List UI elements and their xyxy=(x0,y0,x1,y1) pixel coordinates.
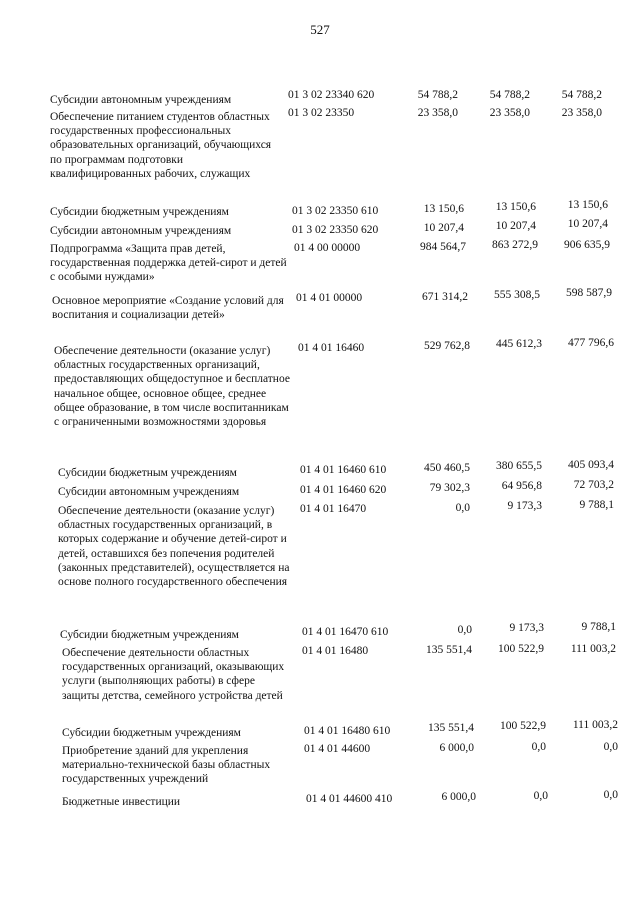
row-value-3: 72 703,2 xyxy=(573,479,614,491)
row-value-2: 100 522,9 xyxy=(500,720,546,732)
row-value-1: 6 000,0 xyxy=(439,742,474,754)
row-name: Субсидии автономным учреждениям xyxy=(58,486,240,498)
row-value-3: 9 788,1 xyxy=(581,621,616,633)
row-value-2: 100 522,9 xyxy=(498,643,544,655)
row-value-3: 54 788,2 xyxy=(561,89,602,101)
row-name: Субсидии автономным учреждениям xyxy=(50,225,232,237)
row-name: Обеспечение деятельности (оказание услуг) областных государственных организаций, в которых содержание и обучение детей-сирот и детей, оставшихся без попечения родителей (законных представителей), осуществляется на основе полного государственного обеспечения xyxy=(58,505,290,589)
row-value-2: 9 173,3 xyxy=(507,500,542,512)
row-code: 01 4 01 44600 410 xyxy=(306,793,393,805)
row-value-1: 0,0 xyxy=(455,502,470,514)
row-code: 01 4 01 00000 xyxy=(296,292,363,304)
row-name: Субсидии автономным учреждениям xyxy=(50,94,232,106)
row-value-2: 555 308,5 xyxy=(494,289,540,301)
row-value-3: 906 635,9 xyxy=(564,239,610,251)
row-code: 01 3 02 23340 620 xyxy=(288,89,375,101)
row-value-2: 380 655,5 xyxy=(496,460,542,472)
row-code: 01 4 01 16460 xyxy=(298,342,365,354)
row-code: 01 4 01 44600 xyxy=(304,743,371,755)
row-name: Субсидии бюджетным учреждениям xyxy=(58,467,237,479)
row-value-1: 54 788,2 xyxy=(417,89,458,101)
row-name: Обеспечение деятельности областных государственных организаций, оказывающих услуги (выполняющих работы) в сфере защиты детства, семейного устройства детей xyxy=(62,647,285,702)
row-value-1: 0,0 xyxy=(457,624,472,636)
row-value-2: 13 150,6 xyxy=(495,201,536,213)
row-value-3: 0,0 xyxy=(603,789,618,801)
row-value-1: 6 000,0 xyxy=(441,791,476,803)
row-name: Бюджетные инвестиции xyxy=(62,796,181,808)
row-value-3: 405 093,4 xyxy=(568,459,614,471)
row-value-2: 0,0 xyxy=(531,741,546,753)
row-code: 01 3 02 23350 620 xyxy=(292,224,379,236)
row-code: 01 3 02 23350 xyxy=(288,107,355,119)
row-value-2: 64 956,8 xyxy=(501,480,542,492)
row-value-3: 111 003,2 xyxy=(572,719,618,731)
row-value-3: 598 587,9 xyxy=(566,287,612,299)
row-value-3: 23 358,0 xyxy=(561,107,602,119)
row-value-2: 863 272,9 xyxy=(492,239,538,251)
row-value-1: 135 551,4 xyxy=(428,722,474,734)
row-name: Субсидии бюджетным учреждениям xyxy=(60,629,239,641)
row-value-2: 9 173,3 xyxy=(509,622,544,634)
row-name: Приобретение зданий для укрепления материально-технической базы областных государственных учреждений xyxy=(62,745,271,786)
row-value-1: 10 207,4 xyxy=(423,222,464,234)
row-name: Субсидии бюджетным учреждениям xyxy=(62,727,241,739)
page-number: 527 xyxy=(310,22,330,37)
row-name: Обеспечение деятельности (оказание услуг) областных государственных организаций, предоставляющих общедоступное и бесплатное начальное общее, основное общее, среднее общее образование, в том числе воспитанникам с ограниченными возможностями здоровья xyxy=(54,345,290,429)
row-code: 01 4 01 16470 610 xyxy=(302,626,389,638)
row-value-2: 445 612,3 xyxy=(496,338,542,350)
row-value-1: 984 564,7 xyxy=(420,241,466,253)
row-value-2: 54 788,2 xyxy=(489,89,530,101)
row-code: 01 4 01 16480 xyxy=(302,645,369,657)
row-name: Подпрограмма «Защита прав детей, государственная поддержка детей-сирот и детей с особыми нуждами» xyxy=(50,243,287,284)
row-value-2: 0,0 xyxy=(533,790,548,802)
row-name: Субсидии бюджетным учреждениям xyxy=(50,206,229,218)
row-value-1: 79 302,3 xyxy=(429,482,470,494)
row-value-1: 529 762,8 xyxy=(424,340,470,352)
row-value-1: 671 314,2 xyxy=(422,291,468,303)
row-value-3: 477 796,6 xyxy=(568,337,614,349)
row-value-3: 13 150,6 xyxy=(567,199,608,211)
row-value-3: 9 788,1 xyxy=(579,499,614,511)
row-value-1: 135 551,4 xyxy=(426,644,472,656)
row-value-2: 10 207,4 xyxy=(495,220,536,232)
row-value-2: 23 358,0 xyxy=(489,107,530,119)
row-code: 01 4 01 16460 610 xyxy=(300,464,387,476)
row-value-1: 23 358,0 xyxy=(417,107,458,119)
row-code: 01 3 02 23350 610 xyxy=(292,205,379,217)
row-code: 01 4 01 16470 xyxy=(300,503,367,515)
row-code: 01 4 01 16480 610 xyxy=(304,725,391,737)
row-value-3: 10 207,4 xyxy=(567,218,608,230)
row-value-1: 450 460,5 xyxy=(424,462,470,474)
row-code: 01 4 00 00000 xyxy=(294,242,361,254)
row-code: 01 4 01 16460 620 xyxy=(300,484,387,496)
row-name: Обеспечение питанием студентов областных государственных профессиональных образовательных организаций, обучающихся по программам подготовки квалифицированных рабочих, служащих xyxy=(50,111,272,180)
row-name: Основное мероприятие «Создание условий для воспитания и социализации детей» xyxy=(52,295,284,322)
row-value-3: 111 003,2 xyxy=(570,643,616,655)
row-value-1: 13 150,6 xyxy=(423,203,464,215)
row-value-3: 0,0 xyxy=(603,741,618,753)
